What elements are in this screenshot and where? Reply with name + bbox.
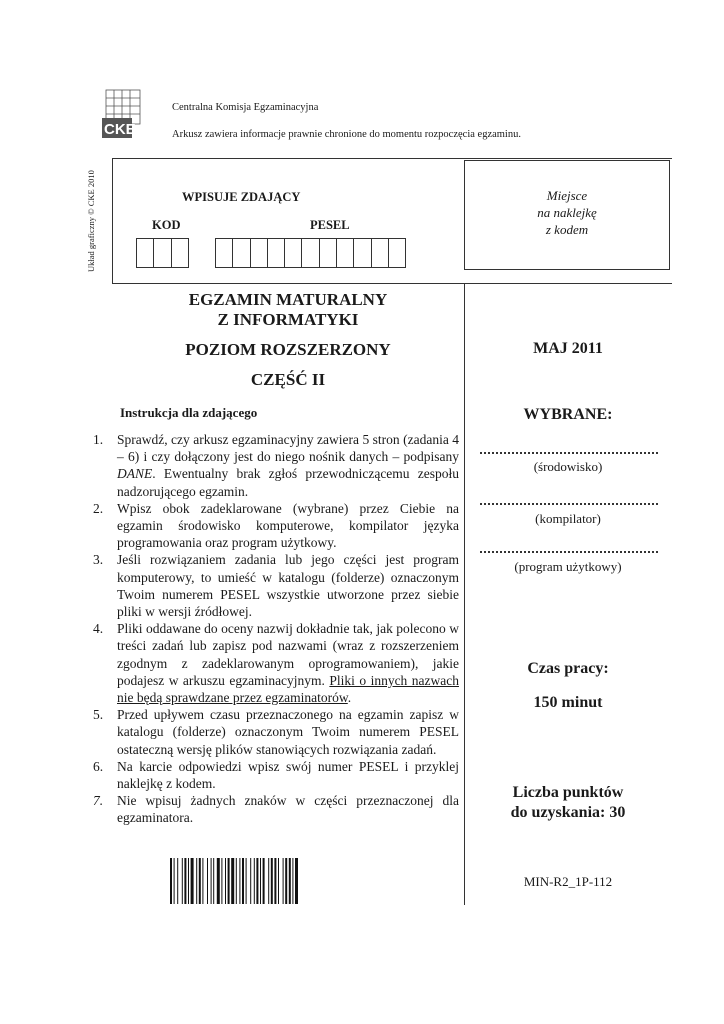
kod-box[interactable] [171, 238, 189, 268]
sheet-code: MIN-R2_1P-112 [523, 874, 613, 889]
instruction-item [93, 758, 459, 792]
instruction-item [93, 706, 459, 758]
pesel-box[interactable] [353, 238, 371, 268]
instruction-item [93, 431, 459, 500]
item-text: Przed upływem czasu przeznaczonego na egzamin zapisz w katalogu (folderze) oznaczonym Twoim numerem PESEL ostateczną wersję plików stanowiących rozwiązania zadań. [117, 707, 459, 757]
item-number: 3. [93, 552, 104, 568]
item-text: Jeśli rozwiązaniem zadania lub jego części jest program komputerowy, to umieść w katalogu (folderze) oznaczonym Twoim numerem PESEL wszystkie utworzone przez siebie pliki w wersji źródłowej. [117, 552, 459, 620]
points-line1: Liczba punktów [512, 784, 624, 801]
chosen-heading: WYBRANE: [523, 406, 613, 423]
points-line2: do uzyskania: 30 [510, 804, 626, 821]
item-number: 4. [93, 621, 104, 637]
kod-boxes[interactable] [136, 238, 188, 268]
pesel-box[interactable] [267, 238, 285, 268]
cke-logo [100, 88, 148, 140]
entry-heading: WPISUJE ZDAJĄCY [182, 190, 301, 204]
kod-label: KOD [152, 218, 181, 232]
left-frame-line [112, 158, 113, 284]
item-text: Sprawdź, czy arkusz egzaminacyjny zawiera 5 stron (zadania 4 – 6) i czy dołączony jest do niego nośnik danych – podpisany DANE. Ewentualny brak zgłoś przewodniczącemu zespołu nadzorującego egzamin. [117, 432, 459, 499]
copyright-note: Układ graficzny © CKE 2010 [86, 170, 96, 272]
legal-notice: Arkusz zawiera informacje prawnie chronione do momentu rozpoczęcia egzaminu. [172, 129, 521, 140]
sticker-line: Miejsce [546, 188, 588, 203]
compiler-label: (kompilator) [535, 511, 601, 526]
exam-part: CZĘŚĆ II [250, 370, 326, 389]
instructions-list [93, 431, 459, 827]
item-number: 6. [93, 758, 104, 774]
item-text: Pliki oddawane do oceny nazwij dokładnie tak, jak polecono w treści zadań lub zapisz pod nazwami (wraz z rozszerzeniem zgodnym z zadeklarowanym oprogramowaniem), jakie podajesz w arkuszu egzaminacyjnym. Pliki o innych nazwach nie będą sprawdzane przez egzaminatorów. [117, 621, 459, 706]
time-label: Czas pracy: [527, 660, 609, 677]
pesel-box[interactable] [284, 238, 302, 268]
pesel-box[interactable] [388, 238, 406, 268]
pesel-box[interactable] [215, 238, 233, 268]
pesel-label: PESEL [310, 218, 350, 232]
instruction-item [93, 620, 459, 706]
pesel-box[interactable] [232, 238, 250, 268]
pesel-box[interactable] [250, 238, 268, 268]
sticker-line: na naklejkę [537, 205, 597, 220]
pesel-box[interactable] [336, 238, 354, 268]
item-text: Na karcie odpowiedzi wpisz swój numer PESEL i przyklej naklejkę z kodem. [117, 758, 459, 792]
instructions-heading: Instrukcja dla zdającego [120, 405, 258, 420]
exam-date: MAJ 2011 [533, 340, 603, 357]
env-label: (środowisko) [533, 459, 603, 474]
program-label: (program użytkowy) [514, 559, 622, 574]
env-line[interactable] [480, 452, 658, 454]
program-line[interactable] [480, 551, 658, 553]
pesel-box[interactable] [371, 238, 389, 268]
header-divider [112, 283, 672, 284]
item-number: 5. [93, 707, 104, 723]
item-text: Wpisz obok zadeklarowane (wybrane) przez Ciebie na egzamin środowisko komputerowe, kompilator języka programowania oraz program użytkowy. [117, 500, 459, 551]
pesel-box[interactable] [301, 238, 319, 268]
exam-level: POZIOM ROZSZERZONY [185, 340, 391, 359]
compiler-line[interactable] [480, 503, 658, 505]
barcode [170, 858, 406, 904]
kod-box[interactable] [136, 238, 154, 268]
item-number: 7. [93, 793, 104, 809]
exam-title-line1: EGZAMIN MATURALNY [188, 290, 388, 309]
instruction-item [93, 500, 459, 552]
sticker-line: z kodem [545, 222, 589, 237]
top-divider [112, 158, 672, 159]
pesel-boxes[interactable] [215, 238, 405, 268]
time-value: 150 minut [533, 694, 603, 711]
kod-box[interactable] [153, 238, 171, 268]
instruction-item [93, 792, 459, 826]
instruction-item [93, 551, 459, 620]
item-number: 2. [93, 500, 104, 516]
item-number: 1. [93, 432, 104, 447]
item-text: Nie wpisuj żadnych znaków w części przeznaczonej dla egzaminatora. [117, 793, 459, 826]
pesel-box[interactable] [319, 238, 337, 268]
exam-title-line2: Z INFORMATYKI [217, 310, 359, 329]
logo-text: CKE [104, 121, 136, 138]
org-name: Centralna Komisja Egzaminacyjna [172, 102, 319, 113]
sticker-placeholder [464, 160, 670, 270]
